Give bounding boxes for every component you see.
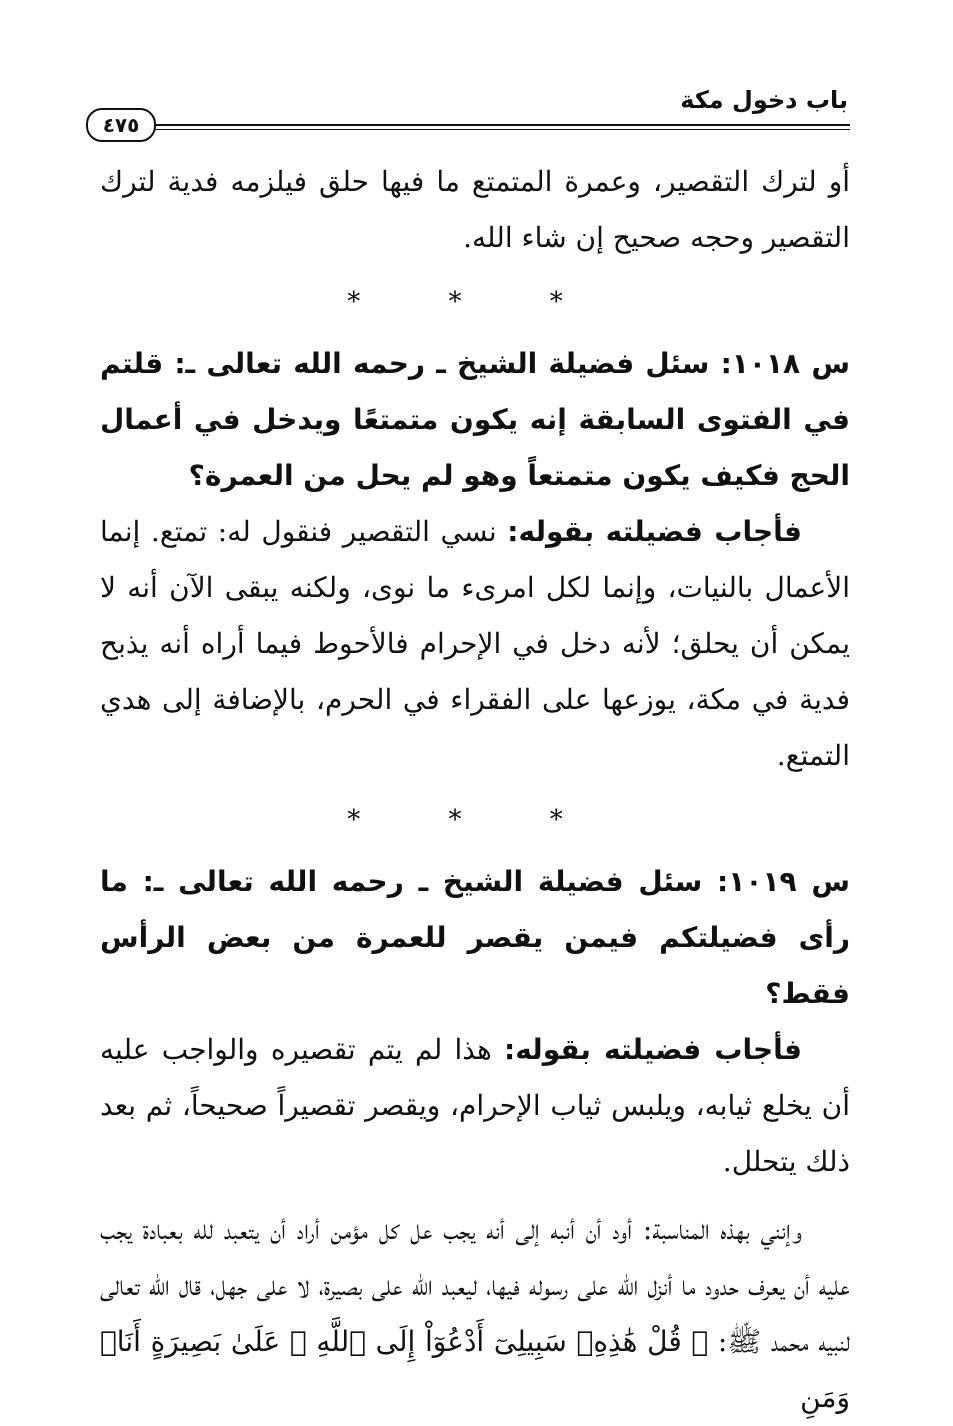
paragraph-gap — [100, 1190, 850, 1202]
answer-1019 — [100, 1022, 850, 1190]
answer-1019-lead: فأجاب فضيلته بقوله: — [504, 1033, 803, 1066]
question-1019: س ١٠١٩: سئل فضيلة الشيخ ـ رحمه الله تعالى ـ: ما رأى فضيلتكم فيمن يقصر للعمرة من بعض الرأس فقط؟ — [100, 865, 851, 1010]
question-1018: س ١٠١٨: سئل فضيلة الشيخ ـ رحمه الله تعالى ـ: قلتم في الفتوى السابقة إنه يكون متمتعًا ويدخل في أعمال الحج فكيف يكون متمتعاً وهو لم يحل من العمرة؟ — [100, 347, 850, 492]
section-separator: * * * — [347, 805, 603, 835]
page-number: ٤٧٥ — [86, 108, 156, 142]
page-header — [100, 80, 850, 140]
answer-1018 — [100, 504, 850, 784]
closing-text: وإنني بهذه المناسبة: أود أن أنبه إلى أنه يجب عل كل مؤمن أراد أن يتعبد لله بعبادة يجب عليه أن يعرف حدود ما أنزل الله على رسوله فيها، ليعبد الله على بصيرة، لا على جهل، قال الله تعالى لنبيه محمد ﷺ: — [100, 1213, 850, 1358]
answer-1018-text: نسي التقصير فنقول له: تمتع. إنما الأعمال بالنيات، وإنما لكل امرىء ما نوى، ولكنه يبقى الآن أنه لا يمكن أن يحلق؛ لأنه دخل في الإحرام فالأحوط فيما أراه أنه يذبح فدية في مكة، يوزعها على الفقراء في الحرم، بالإضافة إلى هدي التمتع. — [100, 515, 850, 772]
answer-1018-lead: فأجاب فضيلته بقوله: — [507, 515, 803, 548]
page — [100, 80, 851, 1414]
quran-verse: ﴿ قُلْ هَٰذِهِۦ سَبِيلِىٓ أَدْعُوٓاْ إِلَى ٱللَّهِ ۚ عَلَىٰ بَصِيرَةٍ أَنَا۠ وَمَنِ — [100, 1325, 850, 1414]
section-separator: * * * — [347, 287, 603, 317]
opening-paragraph: أو لترك التقصير، وعمرة المتمتع ما فيها حلق فيلزمه فدية لترك التقصير وحجه صحيح إن شاء الله. — [100, 165, 850, 254]
answer-1019-text: هذا لم يتم تقصيره والواجب عليه أن يخلع ثيابه، ويلبس ثياب الإحرام، ويقصر تقصيراً صحيحاً، ثم بعد ذلك يتحلل. — [100, 1033, 850, 1178]
closing-paragraph — [100, 1202, 850, 1426]
chapter-title: باب دخول مكة — [680, 86, 848, 114]
header-rule — [152, 124, 850, 130]
